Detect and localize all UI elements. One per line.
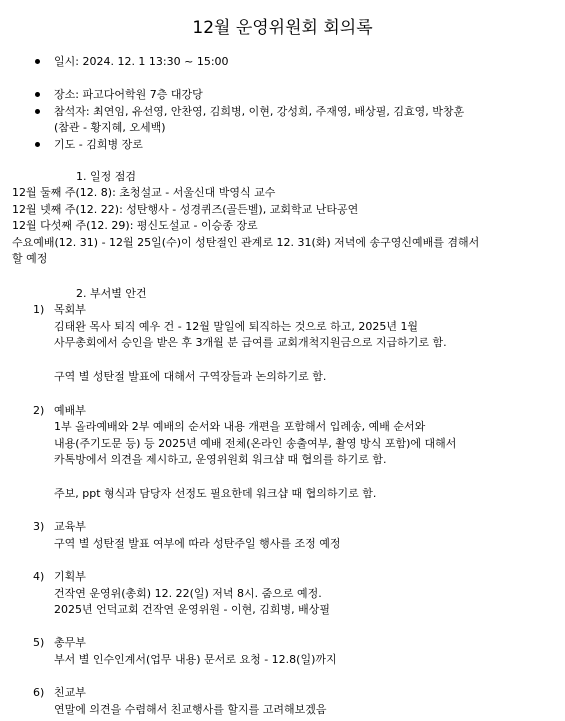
bullet-dot	[35, 92, 40, 97]
bullet-dot	[35, 142, 40, 147]
item-number: 3)	[33, 520, 45, 533]
schedule-line: 수요예배(12. 31) - 12월 25일(수)이 성탄절인 관계로 12. 31(화) 저녁에 송구영신예배를 겸해서	[12, 236, 480, 249]
item-number: 2)	[33, 404, 45, 417]
item-name: 총무부	[54, 636, 86, 649]
item-number: 4)	[33, 570, 45, 583]
item-line: 1부 올라예배와 2부 예배의 순서와 내용 개편을 포함해서 입례송, 예배 순서와	[54, 420, 426, 433]
schedule-line: 12월 다섯째 주(12. 29): 평신도설교 - 이승종 장로	[12, 219, 258, 232]
page-title: 12월 운영위원회 회의록	[192, 18, 373, 38]
item-line: 2025년 언덕교회 건작연 운영위원 - 이현, 김희병, 배상필	[54, 603, 330, 616]
section2-heading: 2. 부서별 안건	[76, 287, 147, 300]
item-line: 연말에 의견을 수렴해서 친교행사를 할지를 고려해보겠음	[54, 703, 327, 716]
item-line: 구역 별 성탄절 발표에 대해서 구역장들과 논의하기로 함.	[54, 370, 327, 383]
item-number: 6)	[33, 686, 45, 699]
bullet-prayer: 기도 - 김희병 장로	[54, 138, 143, 151]
item-name: 목회부	[54, 303, 86, 316]
bullet-date: 일시: 2024. 12. 1 13:30 ~ 15:00	[54, 55, 229, 68]
schedule-line: 12월 둘째 주(12. 8): 초청설교 - 서울신대 박영식 교수	[12, 186, 276, 199]
item-line: 김태완 목사 퇴직 예우 건 - 12월 말일에 퇴직하는 것으로 하고, 2025년 1월	[54, 320, 419, 333]
item-line: 사무총회에서 승인을 받은 후 3개월 분 급여를 교회개척지원금으로 지급하기로 함.	[54, 336, 447, 349]
schedule-line: 할 예정	[12, 252, 48, 265]
bullet-attendees: 참석자: 최연임, 유선영, 안찬영, 김희병, 이현, 강성희, 주재영, 배상필, 김효영, 박창훈	[54, 105, 465, 118]
item-number: 5)	[33, 636, 45, 649]
item-name: 기획부	[54, 570, 86, 583]
item-name: 예배부	[54, 404, 86, 417]
item-line: 주보, ppt 형식과 담당자 선정도 필요한데 워크샵 때 협의하기로 함.	[54, 487, 377, 500]
item-name: 교육부	[54, 520, 86, 533]
item-line: 부서 별 인수인계서(업무 내용) 문서로 요청 - 12.8(일)까지	[54, 653, 337, 666]
bullet-dot	[35, 59, 40, 64]
item-line: 구역 별 성탄절 발표 여부에 따라 성탄주일 행사를 조정 예정	[54, 537, 341, 550]
item-number: 1)	[33, 303, 45, 316]
section1-heading: 1. 일정 점검	[76, 170, 136, 183]
item-line: 카톡방에서 의견을 제시하고, 운영위원회 워크샵 때 협의를 하기로 함.	[54, 453, 387, 466]
bullet-dot	[35, 109, 40, 114]
item-name: 친교부	[54, 686, 86, 699]
schedule-line: 12월 넷째 주(12. 22): 성탄행사 - 성경퀴즈(골든벨), 교회학교 난타공연	[12, 203, 359, 216]
bullet-observers: (참관 - 황지혜, 오세백)	[54, 121, 166, 134]
item-line: 내용(주기도문 등) 등 2025년 예배 전체(온라인 송출여부, 촬영 방식 포함)에 대해서	[54, 437, 457, 450]
bullet-place: 장소: 파고다어학원 7층 대강당	[54, 88, 203, 101]
item-line: 건작연 운영위(총회) 12. 22(일) 저녁 8시. 줌으로 예정.	[54, 587, 322, 600]
